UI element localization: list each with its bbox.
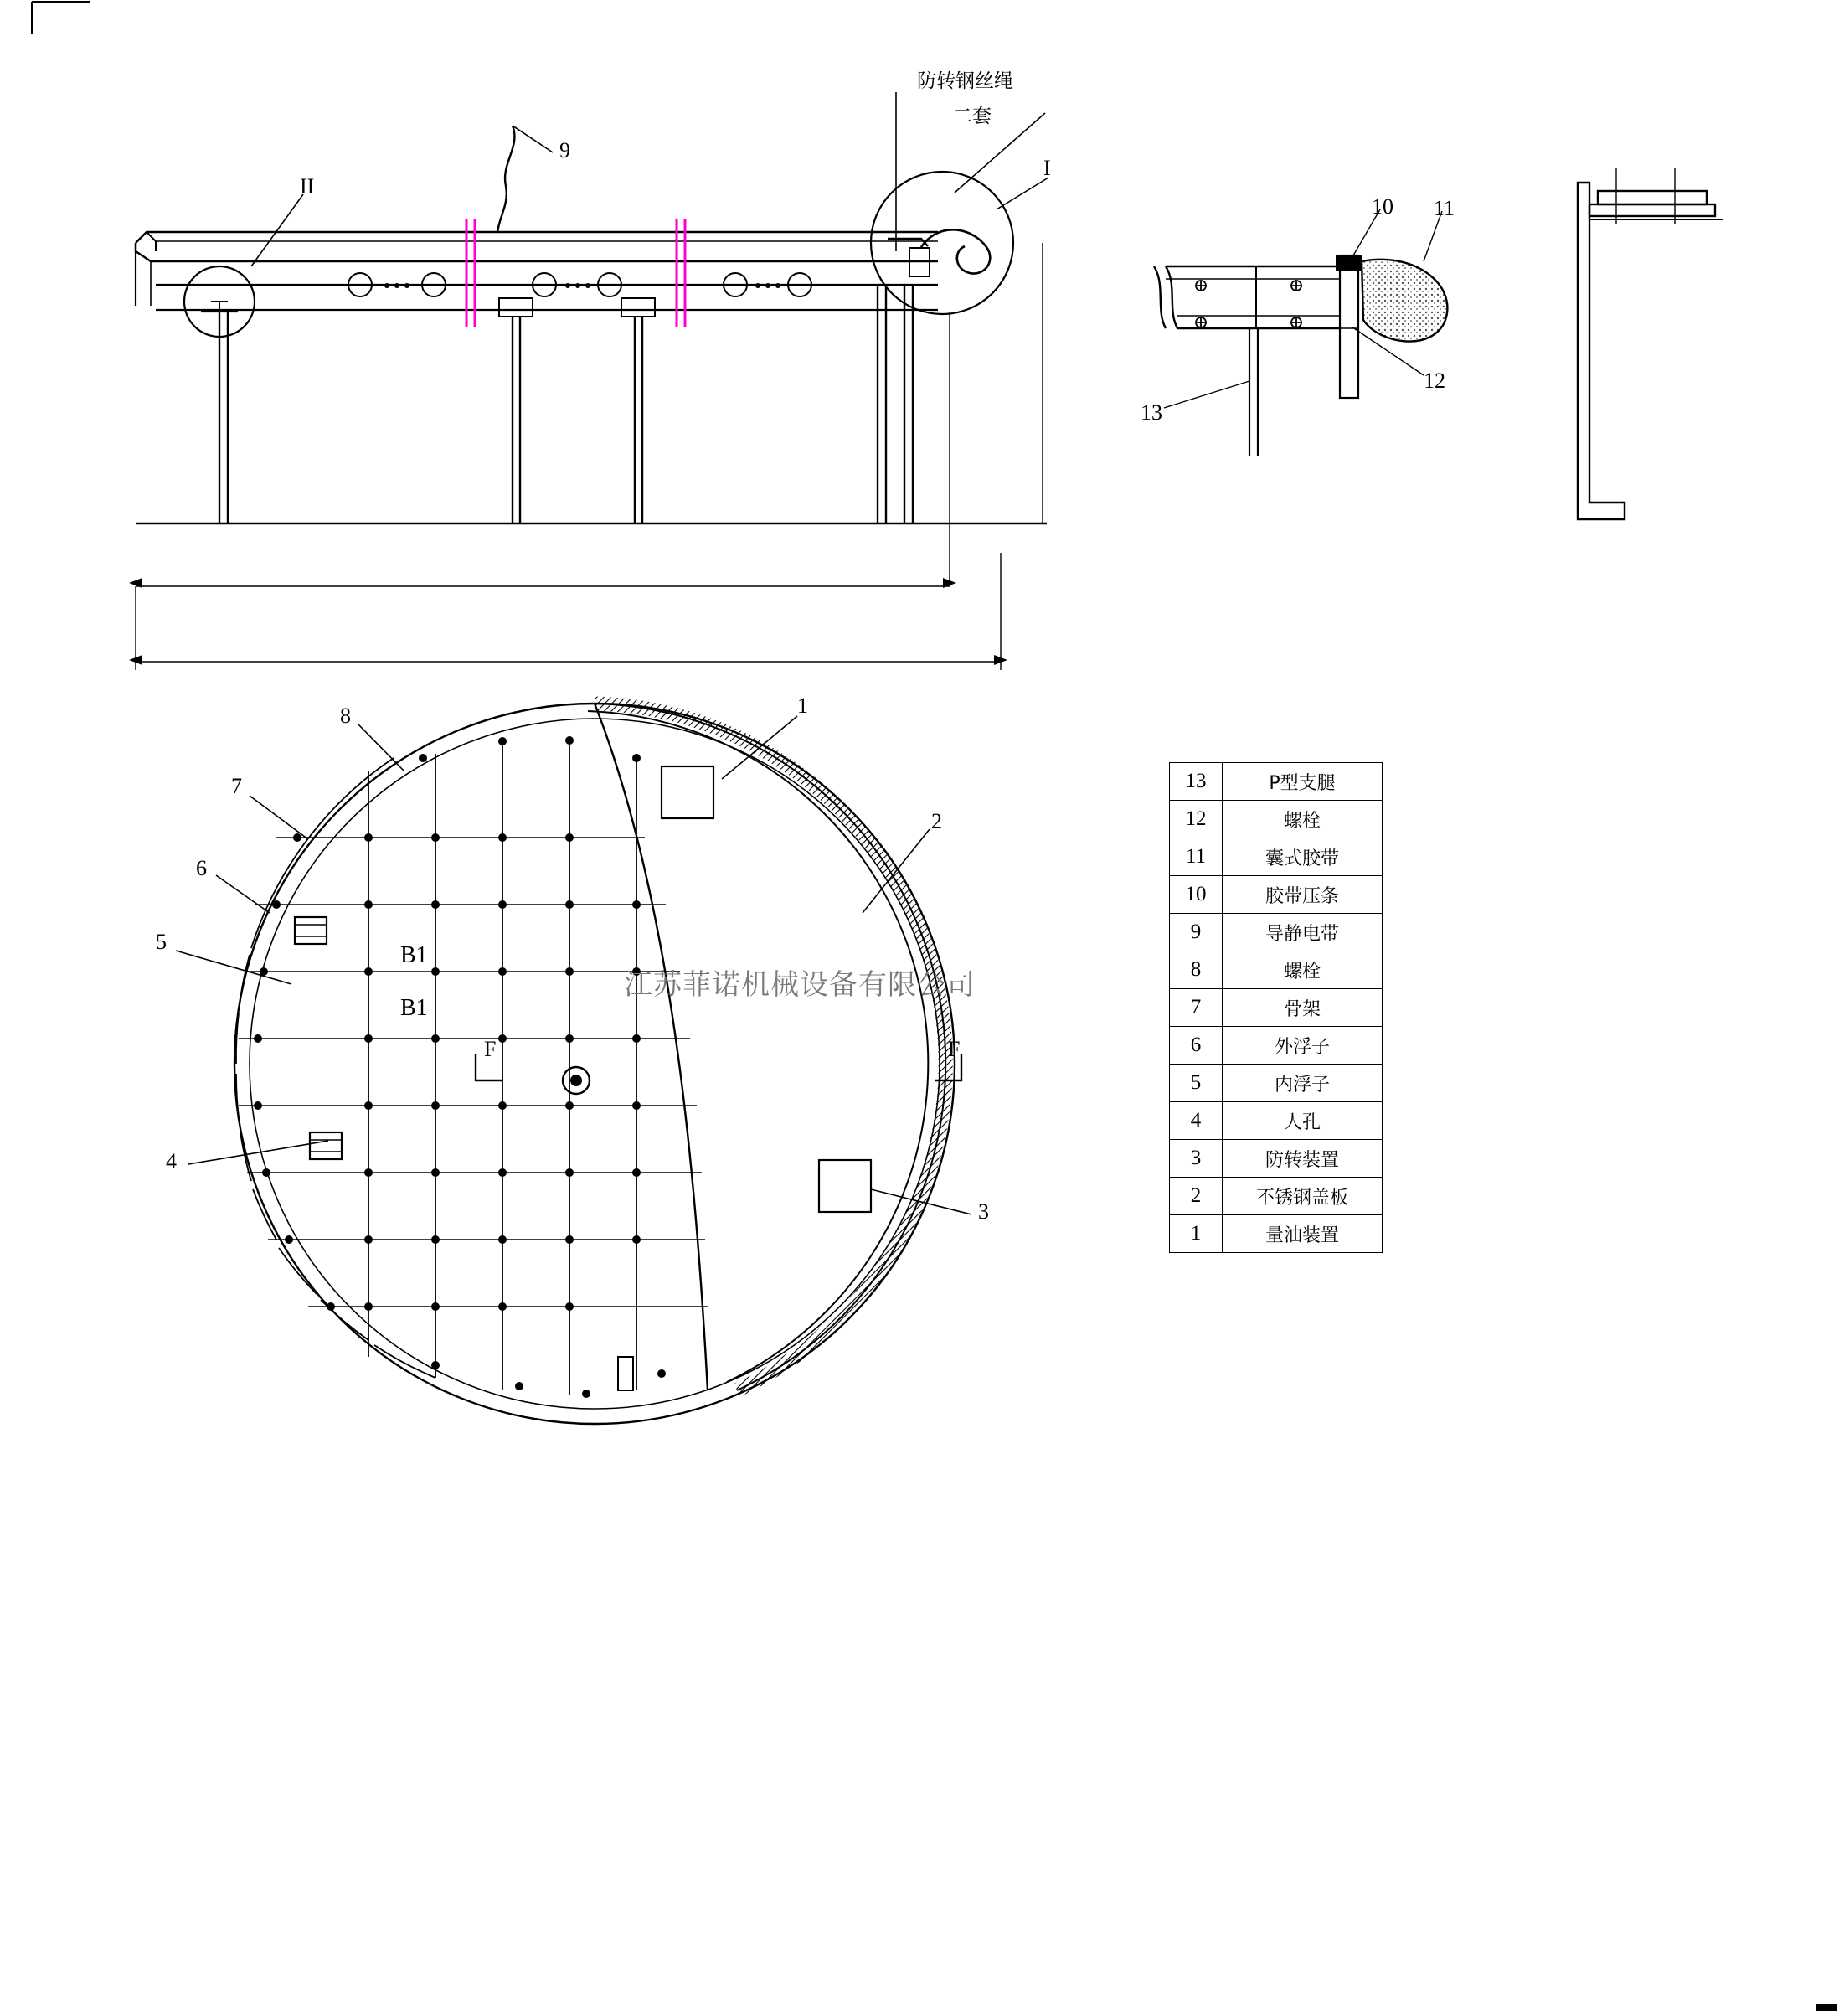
part-number: 11 bbox=[1170, 838, 1223, 876]
elevation-view bbox=[129, 92, 1048, 670]
plan-callout-4: 4 bbox=[166, 1149, 177, 1173]
table-row bbox=[1170, 914, 1383, 951]
table-row bbox=[1170, 838, 1383, 876]
table-row bbox=[1170, 951, 1383, 989]
part-name: 外浮子 bbox=[1223, 1027, 1383, 1065]
part-name: 螺栓 bbox=[1223, 951, 1383, 989]
plan-callout-5: 5 bbox=[156, 930, 167, 954]
plan-callout-8: 8 bbox=[340, 704, 351, 728]
part-number: 2 bbox=[1170, 1178, 1223, 1215]
part-number: 12 bbox=[1170, 801, 1223, 838]
table-row bbox=[1170, 1215, 1383, 1253]
corner-registration-mark bbox=[1816, 2004, 1837, 2011]
part-name: P型支腿 bbox=[1223, 763, 1383, 801]
detail-label-II: II bbox=[300, 174, 315, 199]
rim-section-view bbox=[1578, 168, 1723, 519]
part-number: 5 bbox=[1170, 1065, 1223, 1102]
table-row bbox=[1170, 801, 1383, 838]
part-name: 人孔 bbox=[1223, 1102, 1383, 1140]
plan-callout-6: 6 bbox=[196, 856, 207, 880]
part-number: 13 bbox=[1170, 763, 1223, 801]
part-name: 螺栓 bbox=[1223, 801, 1383, 838]
callout-13: 13 bbox=[1141, 400, 1162, 425]
part-number: 1 bbox=[1170, 1215, 1223, 1253]
table-row bbox=[1170, 763, 1383, 801]
callout-12: 12 bbox=[1424, 369, 1445, 393]
border-frame bbox=[32, 2, 90, 34]
note-anti-rotation-rope-line2: 二套 bbox=[953, 106, 992, 127]
table-row bbox=[1170, 1178, 1383, 1215]
plan-callout-1: 1 bbox=[797, 693, 808, 718]
parts-legend-body bbox=[1170, 763, 1383, 1253]
part-number: 9 bbox=[1170, 914, 1223, 951]
callout-10: 10 bbox=[1372, 194, 1393, 219]
table-row bbox=[1170, 1102, 1383, 1140]
section-mark-F-right: F bbox=[948, 1037, 961, 1061]
table-row bbox=[1170, 1027, 1383, 1065]
parts-legend-table bbox=[1169, 762, 1383, 1253]
part-number: 6 bbox=[1170, 1027, 1223, 1065]
part-number: 7 bbox=[1170, 989, 1223, 1027]
part-name: 不锈钢盖板 bbox=[1223, 1178, 1383, 1215]
part-name: 量油装置 bbox=[1223, 1215, 1383, 1253]
part-number: 4 bbox=[1170, 1102, 1223, 1140]
table-row bbox=[1170, 876, 1383, 914]
panel-label-b1-lower: B1 bbox=[400, 995, 428, 1021]
part-name: 防转装置 bbox=[1223, 1140, 1383, 1178]
part-name: 囊式胶带 bbox=[1223, 838, 1383, 876]
table-row bbox=[1170, 989, 1383, 1027]
table-row bbox=[1170, 1065, 1383, 1102]
callout-9: 9 bbox=[559, 138, 570, 162]
plan-callout-7: 7 bbox=[231, 774, 242, 798]
part-number: 10 bbox=[1170, 876, 1223, 914]
panel-label-b1-upper: B1 bbox=[400, 942, 428, 968]
table-row bbox=[1170, 1140, 1383, 1178]
part-name: 导静电带 bbox=[1223, 914, 1383, 951]
callout-11: 11 bbox=[1434, 196, 1455, 220]
company-watermark: 江苏菲诺机械设备有限公司 bbox=[624, 968, 976, 1002]
plan-view bbox=[176, 704, 971, 1424]
part-name: 胶带压条 bbox=[1223, 876, 1383, 914]
part-name: 骨架 bbox=[1223, 989, 1383, 1027]
part-number: 3 bbox=[1170, 1140, 1223, 1178]
detail-seal-view bbox=[1154, 209, 1447, 456]
section-mark-F-left: F bbox=[484, 1037, 497, 1061]
part-name: 内浮子 bbox=[1223, 1065, 1383, 1102]
plan-callout-2: 2 bbox=[931, 809, 942, 833]
plan-callout-3: 3 bbox=[978, 1199, 989, 1224]
part-number: 8 bbox=[1170, 951, 1223, 989]
note-anti-rotation-rope-line1: 防转钢丝绳 bbox=[917, 70, 1013, 92]
detail-label-I: I bbox=[1043, 156, 1051, 180]
